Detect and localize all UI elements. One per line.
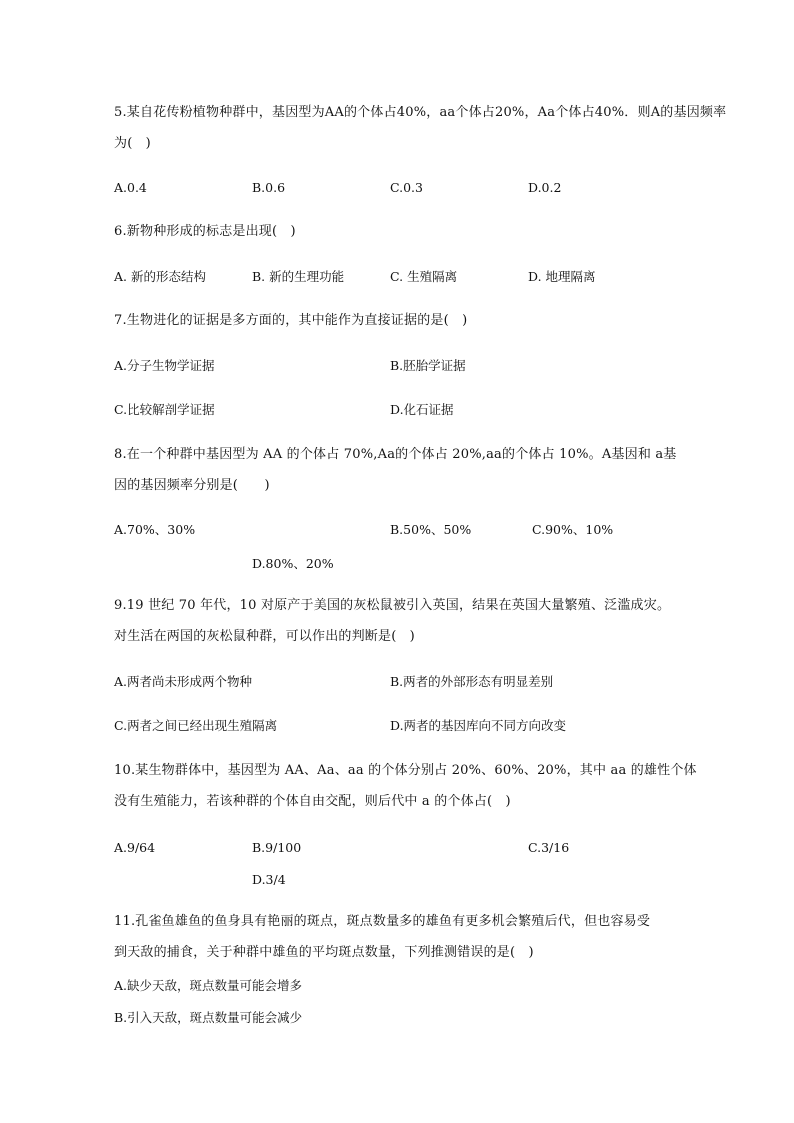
q11-stem-line1: 11.孔雀鱼雄鱼的鱼身具有艳丽的斑点，斑点数量多的雄鱼有更多机会繁殖后代，但也容易受 — [114, 914, 651, 929]
q9-option-a: A.两者尚未形成两个物种 — [114, 674, 253, 689]
q5-option-d: D.0.2 — [528, 180, 562, 195]
q6-option-c: C. 生殖隔离 — [390, 269, 458, 284]
q9-option-c: C.两者之间已经出现生殖隔离 — [114, 718, 278, 733]
q6-option-d: D. 地理隔离 — [528, 269, 596, 284]
q8-stem-line1: 8.在一个种群中基因型为 AA 的个体占 70%,Aa的个体占 20%,aa的个体占 10%。A基因和 a基 — [114, 447, 677, 462]
q7-option-a: A.分子生物学证据 — [114, 358, 215, 373]
q8-stem-line2: 因的基因频率分别是( ) — [114, 478, 270, 493]
q11-option-b: B.引入天敌，斑点数量可能会减少 — [114, 1010, 303, 1025]
q10-option-c: C.3/16 — [528, 840, 570, 855]
q5-option-b: B.0.6 — [252, 180, 286, 195]
q10-option-a: A.9/64 — [114, 840, 156, 855]
q7-option-d: D.化石证据 — [390, 402, 454, 417]
q5-stem-line2: 为( ) — [114, 136, 151, 151]
q8-option-c: C.90%、10% — [532, 522, 614, 537]
q5-option-c: C.0.3 — [390, 180, 423, 195]
q9-option-b: B.两者的外部形态有明显差别 — [390, 674, 554, 689]
q10-stem-line2: 没有生殖能力，若该种群的个体自由交配，则后代中 a 的个体占( ) — [114, 794, 511, 809]
q6-option-b: B. 新的生理功能 — [252, 269, 345, 284]
q7-option-b: B.胚胎学证据 — [390, 358, 466, 373]
q5-option-a: A.0.4 — [114, 180, 147, 195]
q6-option-a: A. 新的形态结构 — [114, 269, 206, 284]
q5-stem-line1: 5.某自花传粉植物种群中，基因型为AA的个体占40%，aa个体占20%，Aa个体占40%．则A的基因频率 — [114, 105, 727, 120]
q7-stem: 7.生物进化的证据是多方面的，其中能作为直接证据的是( ) — [114, 313, 468, 328]
q9-stem-line2: 对生活在两国的灰松鼠种群，可以作出的判断是( ) — [114, 629, 415, 644]
q6-stem: 6.新物种形成的标志是出现( ) — [114, 224, 296, 239]
q8-option-d: D.80%、20% — [252, 556, 334, 571]
q10-stem-line1: 10.某生物群体中，基因型为 AA、Aa、aa 的个体分别占 20%、60%、20%，其中 aa 的雄性个体 — [114, 763, 697, 778]
q9-stem-line1: 9.19 世纪 70 年代，10 对原产于美国的灰松鼠被引入英国，结果在英国大量繁殖、泛滥成灾。 — [114, 598, 671, 613]
q8-option-b: B.50%、50% — [390, 522, 472, 537]
q7-option-c: C.比较解剖学证据 — [114, 402, 215, 417]
q11-option-a: A.缺少天敌，斑点数量可能会增多 — [114, 978, 303, 993]
q10-option-b: B.9/100 — [252, 840, 302, 855]
q11-stem-line2: 到天敌的捕食，关于种群中雄鱼的平均斑点数量，下列推测错误的是( ) — [114, 945, 534, 960]
q9-option-d: D.两者的基因库向不同方向改变 — [390, 718, 567, 733]
q10-option-d: D.3/4 — [252, 872, 286, 887]
q8-option-a: A.70%、30% — [114, 522, 196, 537]
